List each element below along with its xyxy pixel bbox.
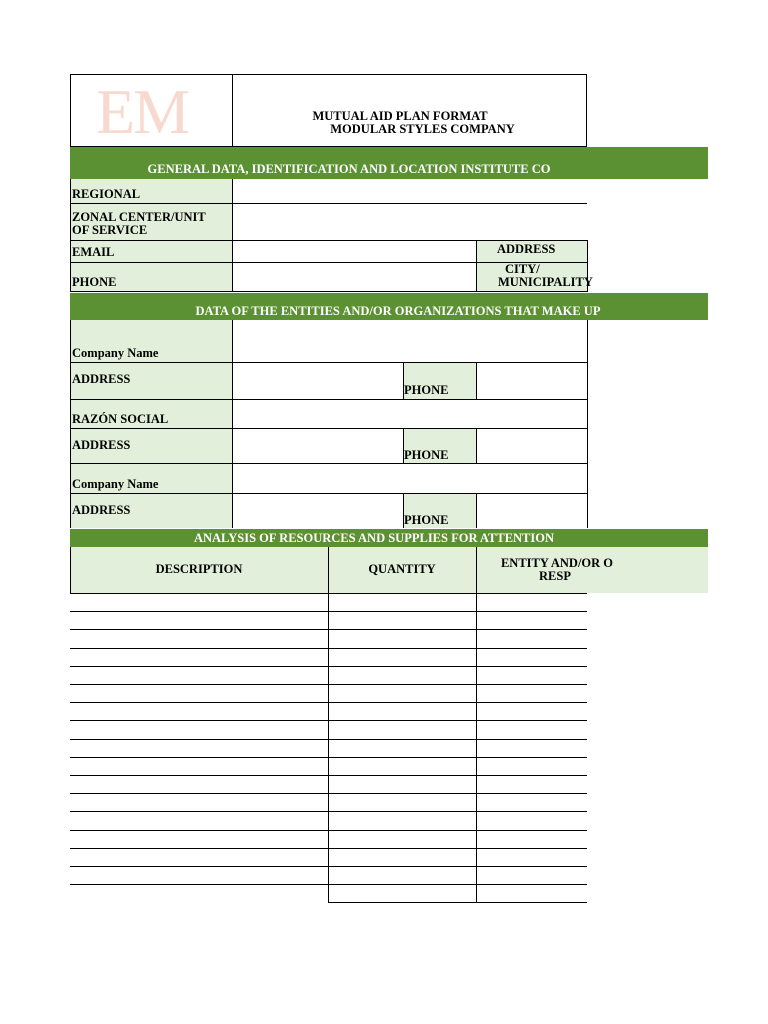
rule <box>403 493 404 528</box>
rule <box>70 428 587 429</box>
section-resources-heading <box>70 529 708 547</box>
rule <box>70 399 587 400</box>
regional-label: REGIONAL <box>72 187 141 201</box>
phone-label: PHONE <box>72 275 117 289</box>
zonal-center-label-line2: OF SERVICE <box>72 223 148 237</box>
section-general-heading <box>70 147 708 179</box>
rule <box>476 428 477 463</box>
section-resources-heading-text: ANALYSIS OF RESOURCES AND SUPPLIES FOR ATTENTION <box>193 531 555 545</box>
phone-3-field[interactable] <box>477 494 587 528</box>
city-label-line2: MUNICIPALITY <box>498 275 593 289</box>
rule <box>328 547 329 593</box>
rule <box>70 320 71 528</box>
zonal-center-field[interactable] <box>233 204 587 240</box>
phone-1-field[interactable] <box>477 363 587 399</box>
razon-social-field[interactable] <box>233 400 587 428</box>
company-logo: EM <box>96 76 188 147</box>
company-name-2-field[interactable] <box>233 464 587 493</box>
phone-field[interactable] <box>233 263 476 292</box>
address-3-field[interactable] <box>233 494 403 528</box>
col-quantity-header: QUANTITY <box>368 562 436 576</box>
address-label-1: ADDRESS <box>72 372 131 386</box>
rule <box>587 240 588 292</box>
address-1-field[interactable] <box>233 363 403 399</box>
rule <box>70 493 587 494</box>
form-title <box>233 110 587 136</box>
col-entity-header-line1: ENTITY AND/OR O <box>500 556 614 570</box>
rule <box>476 593 477 902</box>
rule <box>70 262 587 263</box>
razon-social-label: RAZÓN SOCIAL <box>72 412 169 426</box>
phone-2-field[interactable] <box>477 429 587 463</box>
section-general-heading-text: GENERAL DATA, IDENTIFICATION AND LOCATION INSTITUTE CO <box>147 162 551 176</box>
col-description-header: DESCRIPTION <box>155 562 243 576</box>
rule <box>476 362 477 399</box>
email-label: EMAIL <box>72 245 115 259</box>
col-entity-header-line2: RESP <box>539 569 571 583</box>
rule <box>587 320 588 528</box>
section-entities-heading <box>70 293 708 320</box>
phone-label-2: PHONE <box>404 448 449 462</box>
city-municipality-label <box>498 263 593 289</box>
rule <box>70 240 587 241</box>
address-label-2: ADDRESS <box>72 438 131 452</box>
phone-label-1: PHONE <box>404 383 449 397</box>
address-label: ADDRESS <box>497 242 556 256</box>
zonal-center-label-line1: ZONAL CENTER/UNIT <box>72 210 206 224</box>
rule <box>232 320 233 528</box>
address-2-field[interactable] <box>233 429 403 463</box>
rule <box>70 179 71 292</box>
rule <box>476 547 477 593</box>
form-title-line2: MODULAR STYLES COMPANY <box>330 122 515 136</box>
rule <box>232 179 233 292</box>
rule <box>70 463 587 464</box>
rule <box>476 493 477 528</box>
phone-label-3: PHONE <box>404 513 449 527</box>
col-entity-header <box>476 557 638 583</box>
email-field[interactable] <box>233 241 476 262</box>
company-name-1-field[interactable] <box>233 321 587 362</box>
regional-field[interactable] <box>233 180 587 203</box>
city-label-line1: CITY/ <box>505 262 540 276</box>
company-name-label-2: Company Name <box>72 477 159 491</box>
rule <box>476 240 477 292</box>
rule <box>70 203 587 204</box>
rule <box>70 362 587 363</box>
rule <box>328 902 587 903</box>
form-title-line1: MUTUAL AID PLAN FORMAT <box>312 109 488 123</box>
rule <box>403 428 404 463</box>
rule <box>403 362 404 399</box>
rule <box>328 593 329 902</box>
address-label-3: ADDRESS <box>72 503 131 517</box>
rule <box>70 291 587 292</box>
company-name-label-1: Company Name <box>72 346 159 360</box>
rule <box>70 547 71 593</box>
zonal-center-label <box>72 211 206 237</box>
section-entities-heading-text: DATA OF THE ENTITIES AND/OR ORGANIZATIONS THAT MAKE UP <box>195 304 601 318</box>
